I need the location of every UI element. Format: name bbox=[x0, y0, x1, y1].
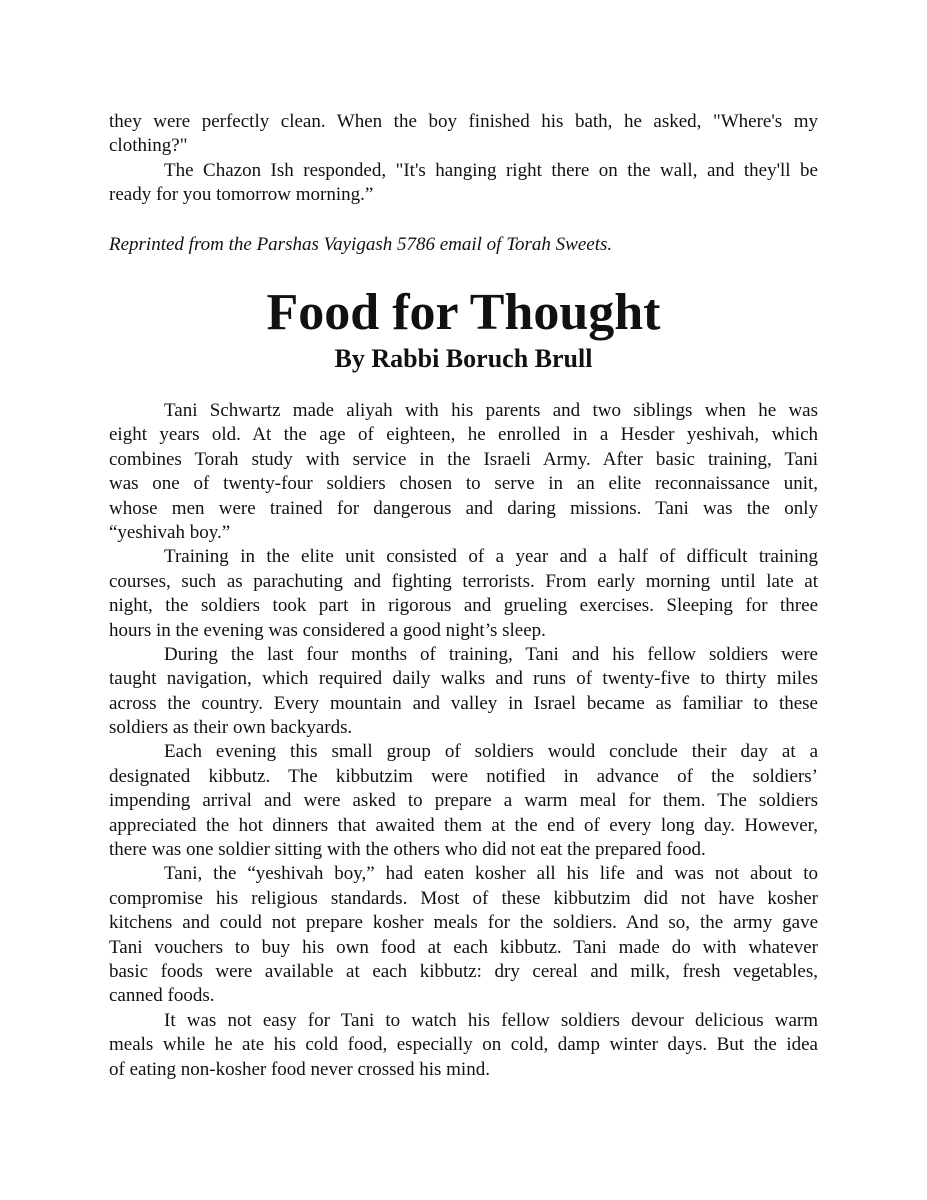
text-line: they were perfectly clean. When the boy finished his bath, he asked, "Where's my bbox=[109, 111, 818, 132]
text-line: across the country. Every mountain and valley in Israel became as familiar to these bbox=[109, 692, 818, 714]
text-line: taught navigation, which required daily walks and runs of twenty-five to thirty miles bbox=[109, 668, 818, 690]
paragraph bbox=[109, 159, 818, 208]
paragraph bbox=[109, 399, 818, 545]
text-line: canned foods. bbox=[109, 985, 215, 1007]
text-line: there was one soldier sitting with the others who did not eat the prepared food. bbox=[109, 839, 706, 861]
text-line: “yeshivah boy.” bbox=[109, 521, 231, 543]
paragraph bbox=[109, 740, 818, 862]
text-line: Tani Schwartz made aliyah with his parents and two siblings when he was bbox=[164, 400, 818, 421]
text-line: kitchens and could not prepare kosher meals for the soldiers. And so, the army gave bbox=[109, 912, 818, 934]
text-line: combines Torah study with service in the Israeli Army. After basic training, Tani bbox=[109, 448, 818, 470]
paragraph bbox=[109, 643, 818, 741]
text-line: It was not easy for Tani to watch his fellow soldiers devour delicious warm bbox=[164, 1009, 818, 1031]
article-body bbox=[109, 399, 818, 1082]
text-line: impending arrival and were asked to prepare a warm meal for them. The soldiers bbox=[109, 790, 818, 812]
text-line: clothing?" bbox=[109, 135, 188, 157]
text-line: basic foods were available at each kibbutz: dry cereal and milk, fresh vegetables, bbox=[109, 960, 818, 982]
paragraph bbox=[109, 110, 818, 159]
text-line: night, the soldiers took part in rigorous and grueling exercises. Sleeping for three bbox=[109, 595, 818, 617]
paragraph bbox=[109, 1009, 818, 1082]
text-line: eight years old. At the age of eighteen, he enrolled in a Hesder yeshivah, which bbox=[109, 424, 818, 446]
text-line: was one of twenty-four soldiers chosen to serve in an elite reconnaissance unit, bbox=[109, 473, 818, 495]
paragraph bbox=[109, 862, 818, 1008]
text-line: The Chazon Ish responded, "It's hanging right there on the wall, and they'll be bbox=[164, 159, 818, 181]
paragraph bbox=[109, 545, 818, 643]
text-line: of eating non-kosher food never crossed his mind. bbox=[109, 1058, 490, 1080]
text-line: compromise his religious standards. Most of these kibbutzim did not have kosher bbox=[109, 887, 818, 909]
text-line: ready for you tomorrow morning.” bbox=[109, 184, 374, 206]
text-line: Each evening this small group of soldiers would conclude their day at a bbox=[164, 741, 818, 763]
text-line: soldiers as their own backyards. bbox=[109, 717, 353, 739]
text-line: hours in the evening was considered a good night’s sleep. bbox=[109, 619, 546, 641]
text-line: During the last four months of training, Tani and his fellow soldiers were bbox=[164, 643, 818, 665]
text-line: Training in the elite unit consisted of a year and a half of difficult training bbox=[164, 546, 818, 568]
article-title: Food for Thought bbox=[266, 284, 661, 341]
article-byline: By Rabbi Boruch Brull bbox=[334, 344, 593, 373]
text-line: Tani, the “yeshivah boy,” had eaten kosher all his life and was not about to bbox=[164, 863, 818, 885]
text-line: Tani vouchers to buy his own food at each kibbutz. Tani made do with whatever bbox=[109, 936, 818, 958]
text-line: courses, such as parachuting and fighting terrorists. From early morning until late at bbox=[109, 570, 818, 592]
text-line: meals while he ate his cold food, especially on cold, damp winter days. But the idea bbox=[109, 1034, 818, 1056]
text-line: appreciated the hot dinners that awaited them at the end of every long day. However, bbox=[109, 814, 818, 836]
text-line: whose men were trained for dangerous and daring missions. Tani was the only bbox=[109, 497, 818, 519]
text-line: designated kibbutz. The kibbutzim were notified in advance of the soldiers’ bbox=[109, 765, 818, 787]
intro-text bbox=[109, 110, 818, 208]
reprint-credit: Reprinted from the Parshas Vayigash 5786 email of Torah Sweets. bbox=[109, 234, 613, 255]
